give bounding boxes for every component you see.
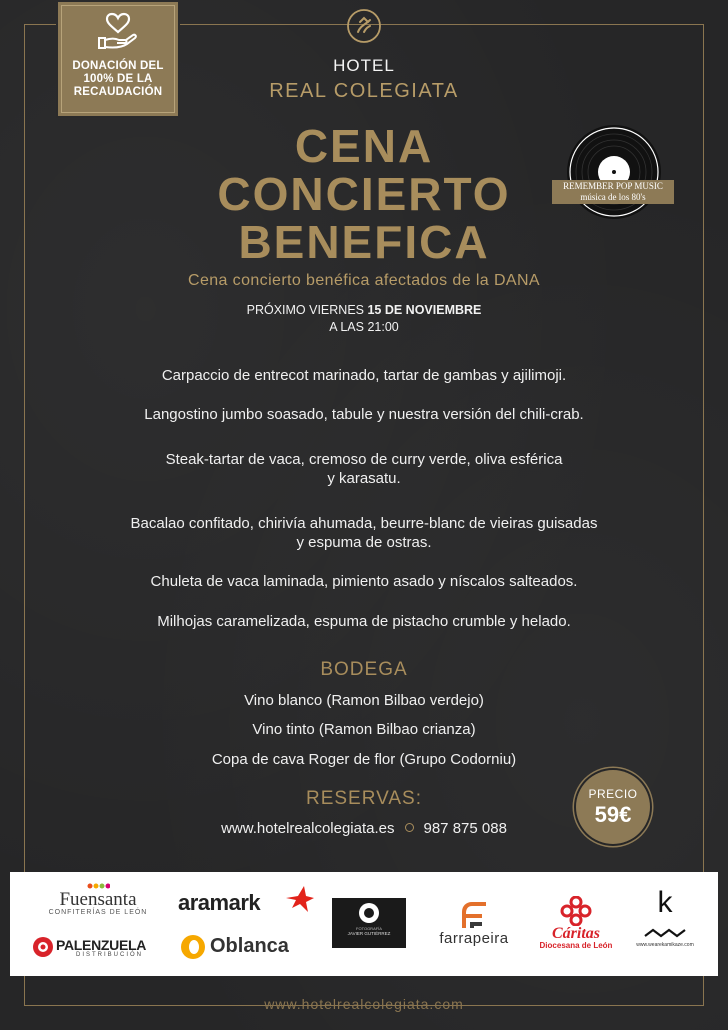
farrapeira-logo-icon [458,900,490,930]
circle-separator-icon [405,823,414,832]
heart-hand-icon [97,12,139,50]
menu-dish: y karasatu. [327,470,401,487]
wave-icon [643,928,687,938]
menu-dish: Milhojas caramelizada, espuma de pistacho crumble y helado. [157,613,571,630]
hotel-name-line1: HOTEL [333,56,395,75]
sponsor-fuensanta: Fuensanta CONFITERÍAS DE LEÓN [38,882,158,916]
sponsor-caritas: Cáritas Diocesana de León [528,896,624,950]
wine-item: Vino tinto (Ramon Bilbao crianza) [252,721,476,738]
vinyl-caption: REMEMBER POP MUSIC música de los 80's [552,180,674,204]
menu-dish: Chuleta de vaca laminada, pimiento asado y níscalos salteados. [150,573,578,590]
website-link[interactable]: www.hotelrealcolegiata.es [221,820,395,837]
menu-dish: Bacalao confitado, chirivía ahumada, beurre-blanc de vieiras guisadas [130,515,598,532]
hotel-logo-icon [346,8,382,44]
wine-item: Copa de cava Roger de flor (Grupo Codorniu) [211,751,517,768]
sponsor-kamikaze: k www.wearekamikaze.com [636,886,694,948]
caritas-cross-icon [559,896,593,926]
menu-dish: Langostino jumbo soasado, tabule y nuestra versión del chili-crab. [144,406,584,423]
sponsor-aramark: aramark [178,890,318,916]
donation-text: DONACIÓN DEL 100% DE LA RECAUDACIÓN [72,60,164,98]
oblanca-logo-icon [180,934,206,960]
price-badge: PRECIO 59€ [576,770,650,844]
event-title: CENA CONCIERTO BENEFICA [217,120,511,268]
sponsor-javier-gutierrez: FOTOGRAFÍA JAVIER GUTIÉRREZ [332,898,406,948]
hotel-name-line2: REAL COLEGIATA [269,80,459,102]
palenzuela-logo-icon [32,936,54,958]
footer-website[interactable]: www.hotelrealcolegiata.com [264,996,464,1012]
aramark-star-icon [282,884,316,914]
camera-aperture-icon [358,902,380,924]
menu-dish: y espuma de ostras. [296,534,432,551]
bodega-heading: BODEGA [320,659,408,680]
reservas-heading: RESERVAS: [305,788,422,809]
phone-number[interactable]: 987 875 088 [423,820,507,837]
menu-dish: Steak-tartar de vaca, cremoso de curry verde, oliva esférica [165,451,563,468]
sponsors-strip: Fuensanta CONFITERÍAS DE LEÓN PALENZUELA DISTRIBUCIÓN aramark Oblanca FOTOGRAFÍA JAVIER GUTIÉRREZ farrapeira Cáritas Diocesana de León k www.wearekamikaze.com [10,872,718,976]
vinyl-record-icon [554,120,678,230]
event-subtitle: Cena concierto benéfica afectados de la DANA [187,272,541,289]
wine-item: Vino blanco (Ramon Bilbao verdejo) [244,692,484,709]
sponsor-farrapeira: farrapeira [426,900,522,947]
event-time: A LAS 21:00 [329,320,399,334]
event-date: PRÓXIMO VIERNES 15 DE NOVIEMBRE [246,303,482,317]
menu-dish: Carpaccio de entrecot marinado, tartar de gambas y ajilimoji. [161,367,567,384]
